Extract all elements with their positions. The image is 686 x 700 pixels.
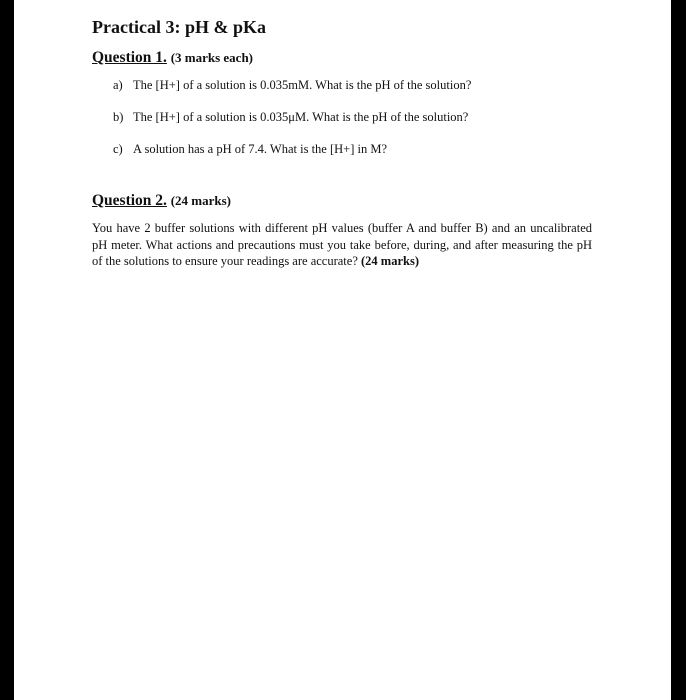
- question-2-marks: (24 marks): [170, 193, 231, 208]
- question-1-heading: [92, 49, 253, 67]
- page-title: Practical 3: pH & pKa: [92, 17, 266, 37]
- document-page: [14, 0, 671, 700]
- question-2-heading: [92, 192, 231, 210]
- question-1-label: Question 1.: [92, 49, 167, 66]
- question-1a-text: The [H+] of a solution is 0.035mM. What is the pH of the solution?: [133, 78, 472, 92]
- question-1-marks: (3 marks each): [170, 50, 254, 65]
- question-1c-text: A solution has a pH of 7.4. What is the [H+] in M?: [133, 142, 388, 156]
- question-2-label: Question 2.: [92, 192, 167, 209]
- question-2-body: [92, 220, 592, 270]
- question-1b: [113, 110, 468, 125]
- question-1a-letter: a): [113, 78, 123, 92]
- question-1b-text: The [H+] of a solution is 0.035μM. What is the pH of the solution?: [133, 110, 469, 124]
- question-1c-letter: c): [113, 142, 123, 156]
- question-1b-letter: b): [113, 110, 124, 124]
- question-1a: [113, 78, 471, 93]
- question-2-text: You have 2 buffer solutions with different pH values (buffer A and buffer B) and an uncalibrated pH meter. What actions and precautions must you take before, during, and after measuring the pH of the solutions to ensure your readings are accurate?: [92, 221, 592, 268]
- question-2-inline-marks: (24 marks): [361, 254, 419, 268]
- question-1c: [113, 142, 387, 157]
